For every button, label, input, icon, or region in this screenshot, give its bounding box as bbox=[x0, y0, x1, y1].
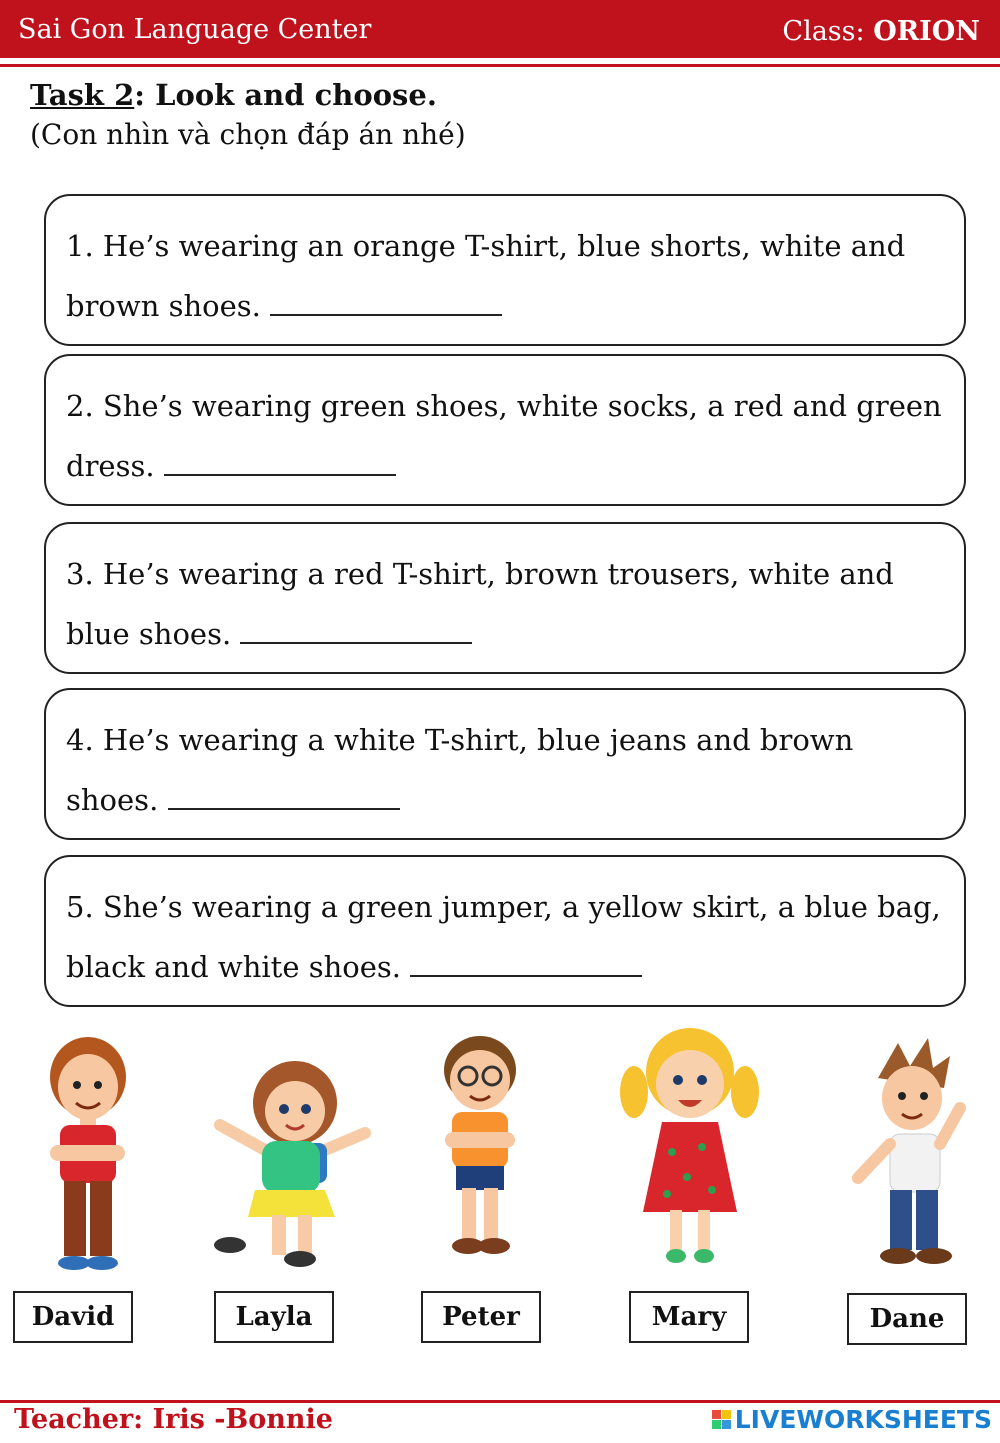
question-1 bbox=[44, 194, 966, 346]
header-bar bbox=[0, 0, 1000, 58]
class-info bbox=[782, 16, 980, 47]
question-3-text: 3. He’s wearing a red T-shirt, brown trousers, white and blue shoes. bbox=[66, 557, 894, 651]
name-card-4[interactable]: Mary bbox=[629, 1291, 749, 1343]
answer-blank-3[interactable] bbox=[240, 618, 472, 644]
boy-orange-shirt-illustration bbox=[430, 1030, 530, 1260]
task-title: Task 2: Look and choose. bbox=[30, 78, 437, 112]
brand-watermark bbox=[712, 1405, 992, 1434]
question-2 bbox=[44, 354, 966, 506]
answer-blank-4[interactable] bbox=[168, 784, 400, 810]
boy-white-shirt-illustration bbox=[848, 1038, 973, 1268]
question-1-text: 1. He’s wearing an orange T-shirt, blue shorts, white and brown shoes. bbox=[66, 229, 906, 323]
question-2-text: 2. She’s wearing green shoes, white socks, a red and green dress. bbox=[66, 389, 942, 483]
name-card-1[interactable]: David bbox=[13, 1291, 133, 1343]
footer-divider bbox=[0, 1400, 1000, 1403]
name-card-2[interactable]: Layla bbox=[214, 1291, 334, 1343]
header-divider bbox=[0, 64, 1000, 67]
boy-red-shirt-illustration bbox=[30, 1025, 150, 1275]
answer-blank-5[interactable] bbox=[410, 951, 642, 977]
girl-green-jumper-illustration bbox=[200, 1045, 375, 1275]
girl-red-dress-illustration bbox=[612, 1022, 767, 1267]
question-5-text: 5. She’s wearing a green jumper, a yellow skirt, a blue bag, black and white shoes. bbox=[66, 890, 941, 984]
teacher-credit: Teacher: Iris -Bonnie bbox=[14, 1404, 333, 1435]
answer-blank-1[interactable] bbox=[270, 290, 502, 316]
task-subtitle: (Con nhìn và chọn đáp án nhé) bbox=[30, 118, 466, 151]
brand-name: LIVEWORKSHEETS bbox=[734, 1405, 992, 1434]
liveworksheets-logo-icon bbox=[712, 1410, 731, 1429]
question-4-text: 4. He’s wearing a white T-shirt, blue jeans and brown shoes. bbox=[66, 723, 854, 817]
name-card-3[interactable]: Peter bbox=[421, 1291, 541, 1343]
center-name: Sai Gon Language Center bbox=[18, 14, 372, 45]
name-card-5[interactable]: Dane bbox=[847, 1293, 967, 1345]
class-label: Class: bbox=[782, 16, 865, 47]
question-3 bbox=[44, 522, 966, 674]
question-4 bbox=[44, 688, 966, 840]
class-value: ORION bbox=[873, 16, 980, 47]
question-5 bbox=[44, 855, 966, 1007]
answer-blank-2[interactable] bbox=[164, 450, 396, 476]
